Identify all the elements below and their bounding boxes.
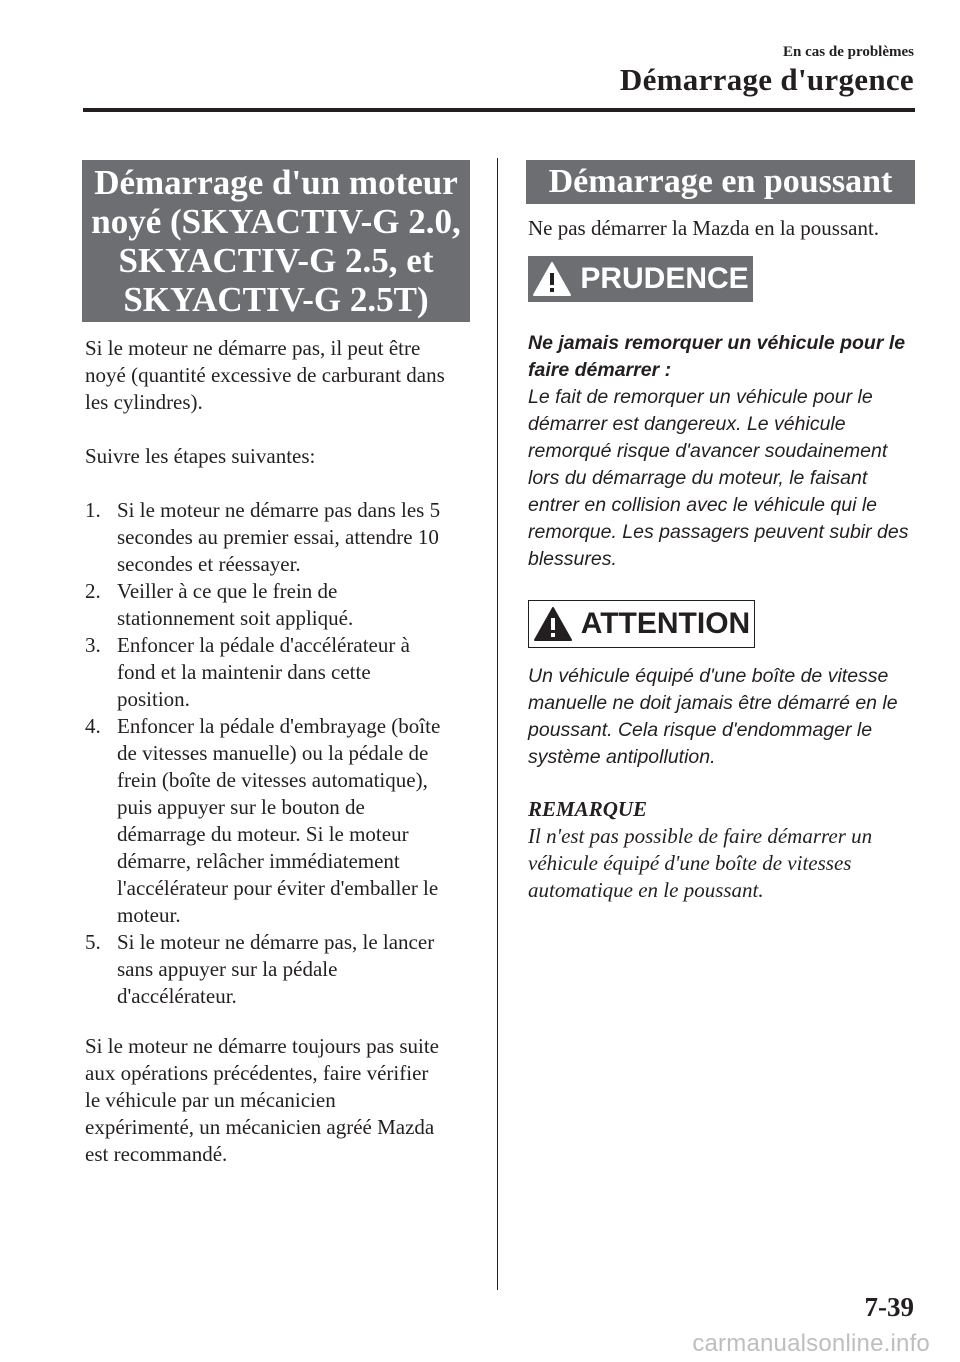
step-item	[85, 578, 485, 632]
follow-steps-text: Suivre les étapes suivantes:	[85, 444, 316, 468]
attention-line: manuelle ne doit jamais être démarré en le	[528, 692, 898, 714]
step-line: secondes et réessayer.	[117, 552, 301, 576]
step-number: 2.	[85, 579, 101, 603]
note-line: automatique en le poussant.	[528, 878, 764, 902]
prudence-line: blessures.	[528, 548, 617, 570]
attention-content	[528, 663, 918, 771]
step-line: position.	[117, 687, 190, 711]
closing-paragraph	[85, 1033, 485, 1168]
chapter-label: En cas de problèmes	[783, 44, 914, 60]
prudence-line: démarrer est dangereux. Le véhicule	[528, 413, 846, 435]
section-heading-push-start: Démarrage en poussant	[526, 160, 915, 204]
intro-paragraph	[85, 335, 485, 416]
step-item	[85, 713, 485, 929]
prudence-line: remorqué risque d'avancer soudainement	[528, 440, 888, 462]
note-text	[528, 823, 918, 904]
step-line: Enfoncer la pédale d'accélérateur à	[117, 633, 410, 657]
warning-triangle-icon	[532, 261, 572, 297]
prudence-badge	[528, 256, 753, 302]
note-heading: REMARQUE	[528, 797, 648, 821]
step-item	[85, 497, 485, 578]
closing-line: Si le moteur ne démarre toujours pas suite	[85, 1034, 439, 1058]
step-line: Si le moteur ne démarre pas dans les 5	[117, 498, 441, 522]
step-line: Veiller à ce que le frein de	[117, 579, 338, 603]
closing-line: est recommandé.	[85, 1142, 228, 1166]
note-line: véhicule équipé d'une boîte de vitesses	[528, 851, 852, 875]
attention-badge	[528, 600, 755, 648]
prudence-heading-line: faire démarrer :	[528, 359, 672, 381]
step-line: fond et la maintenir dans cette	[117, 660, 371, 684]
attention-line: système antipollution.	[528, 746, 716, 768]
prudence-content	[528, 330, 918, 573]
prudence-line: lors du démarrage du moteur, le faisant	[528, 467, 868, 489]
step-number: 1.	[85, 498, 101, 522]
step-line: Si le moteur ne démarre pas, le lancer	[117, 930, 435, 954]
watermark-text: carmanualsonline.info	[692, 1330, 930, 1357]
step-line: frein (boîte de vitesses automatique),	[117, 768, 428, 792]
step-line: stationnement soit appliqué.	[117, 606, 354, 630]
step-line: Enfoncer la pédale d'embrayage (boîte	[117, 714, 441, 738]
attention-line: poussant. Cela risque d'endommager le	[528, 719, 873, 741]
step-item	[85, 632, 485, 713]
step-number: 5.	[85, 930, 101, 954]
note-line: Il n'est pas possible de faire démarrer un	[528, 824, 873, 848]
step-number: 3.	[85, 633, 101, 657]
step-line: d'accélérateur.	[117, 984, 237, 1008]
header-rule	[83, 108, 915, 112]
closing-line: le véhicule par un mécanicien	[85, 1088, 336, 1112]
intro-line: Si le moteur ne démarre pas, il peut être	[85, 336, 421, 360]
page-title: Démarrage d'urgence	[619, 62, 914, 97]
closing-line: expérimenté, un mécanicien agréé Mazda	[85, 1115, 435, 1139]
prudence-heading-line: Ne jamais remorquer un véhicule pour le	[528, 332, 906, 354]
prudence-line: remorque. Les passagers peuvent subir des	[528, 521, 909, 543]
step-line: démarre, relâcher immédiatement	[117, 849, 400, 873]
step-line: de vitesses manuelle) ou la pédale de	[117, 741, 429, 765]
step-item	[85, 929, 485, 1010]
column-divider	[497, 158, 498, 1290]
prudence-line: entrer en collision avec le véhicule qui le	[528, 494, 878, 516]
step-line: l'accélérateur pour éviter d'emballer le	[117, 876, 439, 900]
intro-line: noyé (quantité excessive de carburant dans	[85, 363, 445, 387]
steps-list	[85, 497, 485, 1010]
heading-line: SKYACTIV-G 2.5T)	[123, 280, 429, 319]
section-heading-flooded-engine	[82, 160, 470, 322]
step-number: 4.	[85, 714, 101, 738]
prudence-line: Le fait de remorquer un véhicule pour le	[528, 386, 873, 408]
warning-triangle-icon	[533, 606, 573, 642]
note-block	[528, 796, 918, 904]
prudence-label: PRUDENCE	[580, 262, 749, 295]
step-line: démarrage du moteur. Si le moteur	[117, 822, 409, 846]
page-number: 7-39	[864, 1292, 914, 1322]
prudence-body	[528, 384, 918, 573]
push-start-intro: Ne pas démarrer la Mazda en la poussant.	[528, 216, 880, 240]
step-line: secondes au premier essai, attendre 10	[117, 525, 439, 549]
attention-line: Un véhicule équipé d'une boîte de vitesse	[528, 665, 889, 687]
step-line: sans appuyer sur la pédale	[117, 957, 338, 981]
heading-line: noyé (SKYACTIV-G 2.0,	[91, 202, 461, 241]
prudence-heading	[528, 330, 918, 384]
heading-line: Démarrage d'un moteur	[94, 163, 458, 202]
attention-label: ATTENTION	[580, 607, 751, 640]
heading-line: SKYACTIV-G 2.5, et	[118, 241, 434, 280]
step-line: moteur.	[117, 903, 181, 927]
intro-line: les cylindres).	[85, 390, 203, 414]
step-line: puis appuyer sur le bouton de	[117, 795, 365, 819]
closing-line: aux opérations précédentes, faire vérifier	[85, 1061, 429, 1085]
